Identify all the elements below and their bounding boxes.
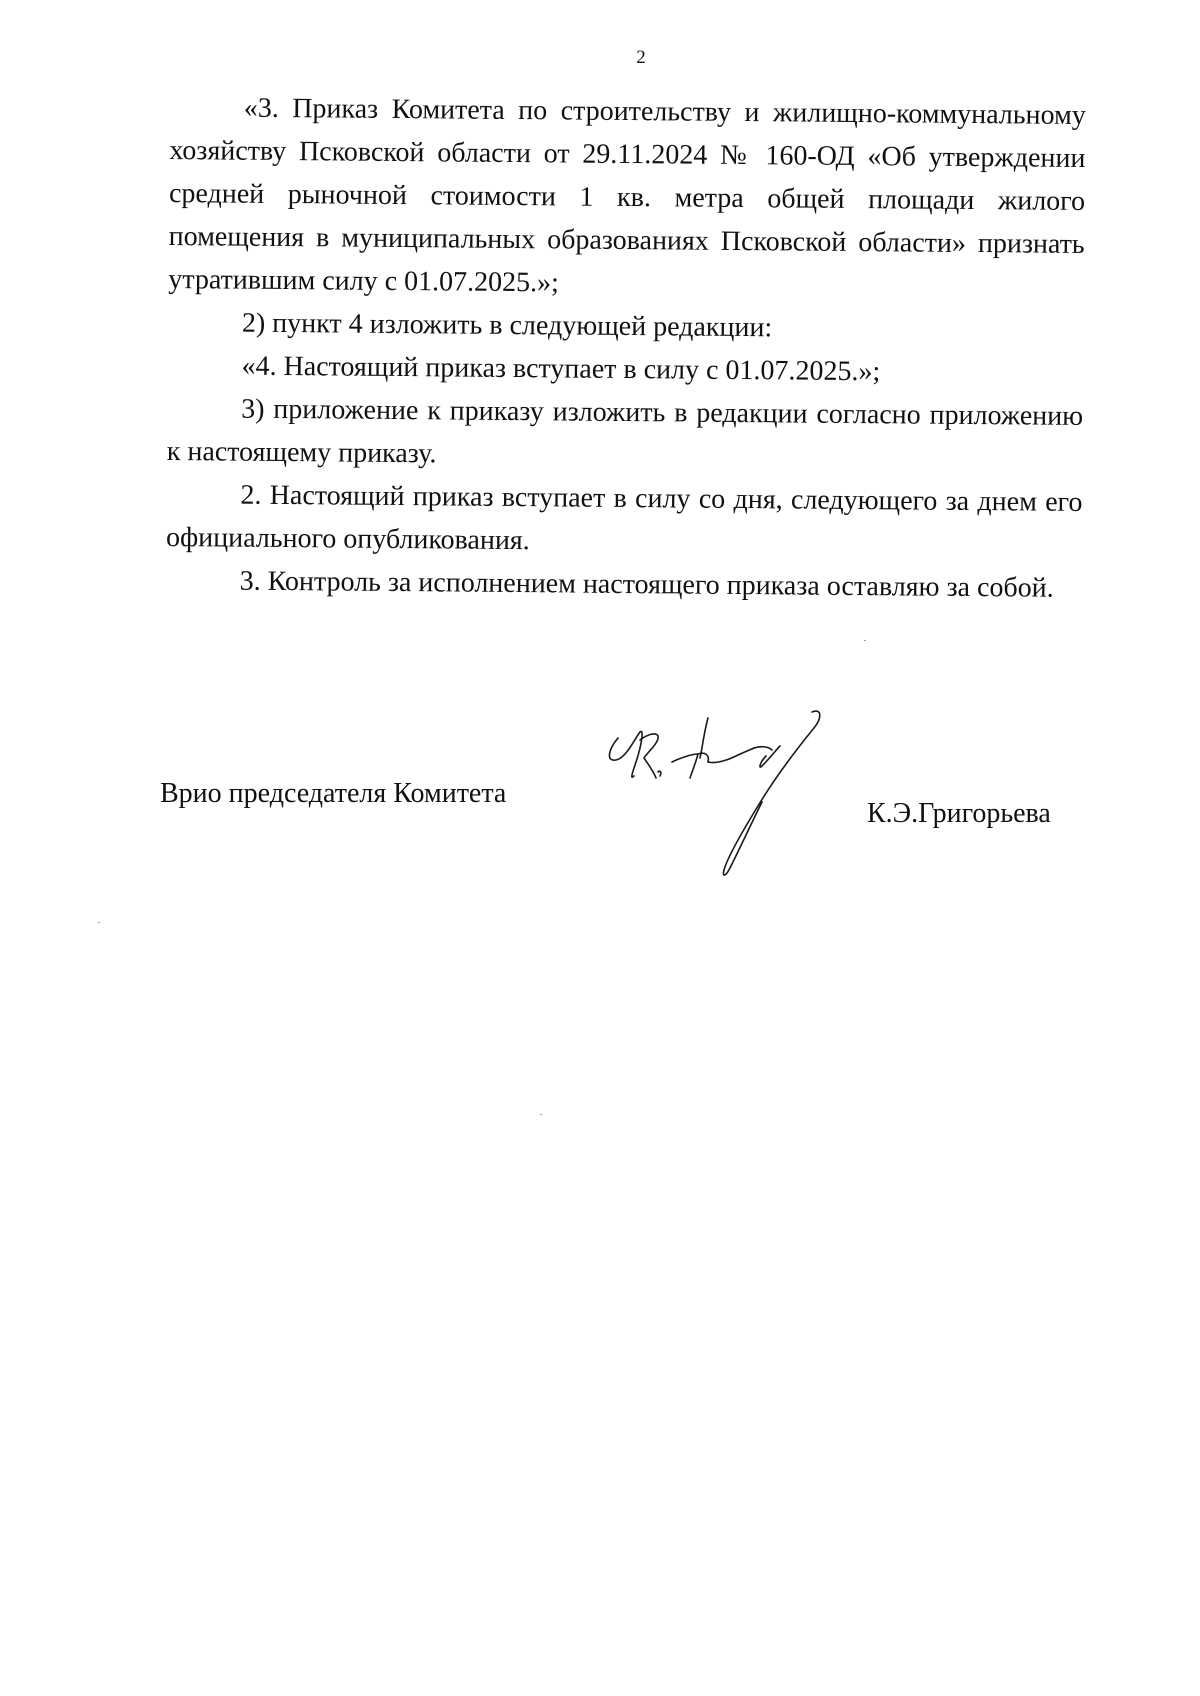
paragraph-item-4-intro: 2) пункт 4 изложить в следующей редакции: [241,307,773,344]
signatory-position: Врио председателя Комитета [160,778,507,809]
signatory-name: К.Э.Григорьева [867,798,1051,829]
scan-speck [540,1114,542,1115]
document-body [165,86,1085,610]
handwritten-signature [600,710,880,890]
page-number: 2 [636,47,646,68]
scan-speck [98,922,100,923]
paragraph-effective-date: 2. Настоящий приказ вступает в силу со дня, следующего за днем его официального опубликования. [165,479,1083,557]
paragraph-item-4-text: «4. Настоящий приказ вступает в силу с 01.07.2025.»; [241,350,881,388]
paragraph-appendix: 3) приложение к приказу изложить в редакции согласно приложению к настоящему приказу. [166,393,1084,470]
scan-speck [864,640,866,641]
paragraph-control: 3. Контроль за исполнением настоящего приказа оставляю за собой. [239,565,1054,604]
paragraph-revoke-order: «3. Приказ Комитета по строительству и жилищно-коммунальному хозяйству Псковской области от 29.11.2024 № 160-ОД «Об утверждении средней рыночной стоимости 1 кв. метра общей площади жилого помещения в муниципальных образованиях Псковской области» признать утратившим силу с 01.07.2025.»; [168,92,1086,299]
